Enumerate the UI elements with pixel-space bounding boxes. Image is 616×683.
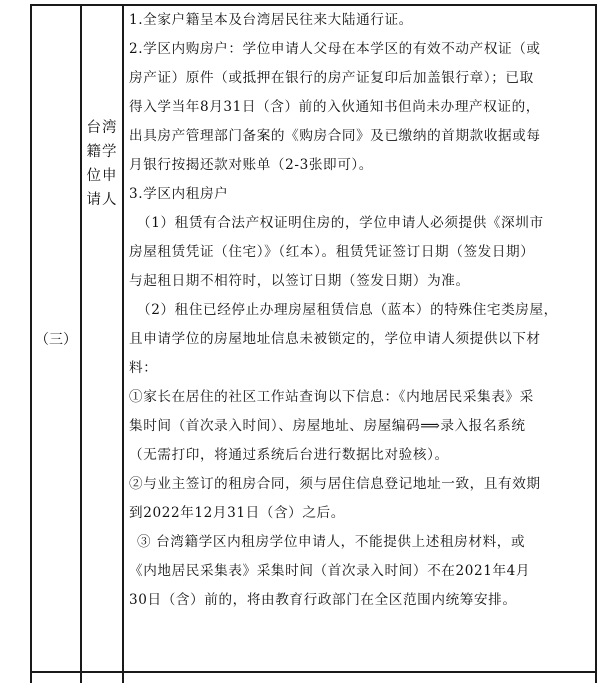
requirement-line: 房产证）原件（或抵押在银行的房产证复印后加盖银行章）；已取	[129, 70, 534, 86]
section-number-cell	[32, 6, 80, 671]
applicant-type-line: 籍学	[86, 144, 118, 160]
requirement-line: 出具房产管理部门备案的《购房合同》及已缴纳的首期款收据或每	[129, 128, 541, 144]
requirement-line: 与起租日期不相符时，以签订日期（签发日期）为准。	[129, 273, 470, 289]
requirement-line: 料：	[129, 360, 158, 376]
requirement-line: 月银行按揭还款对账单（2-3张即可）。	[129, 157, 373, 173]
requirement-line: 得入学当年8月31日（含）前的入伙通知书但尚未办理产权证的，	[129, 99, 540, 115]
requirement-line: 集时间（首次录入时间）、房屋地址、房屋编码⟹录入报名系统	[129, 418, 526, 434]
requirement-line: 2.学区内购房户：学位申请人父母在本学区的有效不动产权证（或	[129, 41, 541, 57]
requirement-line: ①家长在居住的社区工作站查询以下信息：《内地居民采集表》采	[129, 389, 534, 405]
requirement-line: 30日（含）前的，将由教育行政部门在全区范围内统筹安排。	[129, 592, 517, 608]
requirements-table	[30, 4, 597, 683]
requirement-line: 且申请学位的房屋地址信息未被锁定的，学位申请人须提供以下材	[129, 331, 541, 347]
column-divider	[122, 6, 124, 683]
requirement-line: 1.全家户籍呈本及台湾居民往来大陆通行证。	[129, 12, 413, 28]
row-divider	[32, 671, 595, 673]
requirement-line: （1）租赁有合法产权证明住房的，学位申请人必须提供《深圳市	[137, 215, 544, 231]
applicant-type-cell	[82, 116, 122, 212]
requirement-line: （无需打印，将通过系统后台进行数据比对验核）。	[129, 447, 449, 463]
requirement-line: （2）租住已经停止办理房屋租赁信息（蓝本）的特殊住宅类房屋，	[137, 302, 558, 318]
section-number: （三）	[35, 331, 77, 348]
requirement-line: ③ 台湾籍学区内租房学位申请人，不能提供上述租房材料，或	[137, 534, 526, 550]
applicant-type-line: 位申	[86, 168, 118, 184]
applicant-type-line: 请人	[86, 192, 118, 208]
column-divider	[80, 6, 82, 683]
requirement-line: 《内地居民采集表》采集时间（首次录入时间）不在2021年4月	[129, 563, 531, 579]
requirement-line: 到2022年12月31日（含）之后。	[129, 505, 345, 521]
requirement-line: ②与业主签订的租房合同，须与居住信息登记地址一致，且有效期	[129, 476, 541, 492]
requirement-line: 房屋租赁凭证（住宅）》（红本）。租赁凭证签订日期（签发日期）	[129, 244, 535, 260]
applicant-type-line: 台湾	[86, 120, 118, 136]
requirements-content-cell	[129, 6, 589, 615]
requirement-line: 3.学区内租房户	[129, 186, 229, 202]
